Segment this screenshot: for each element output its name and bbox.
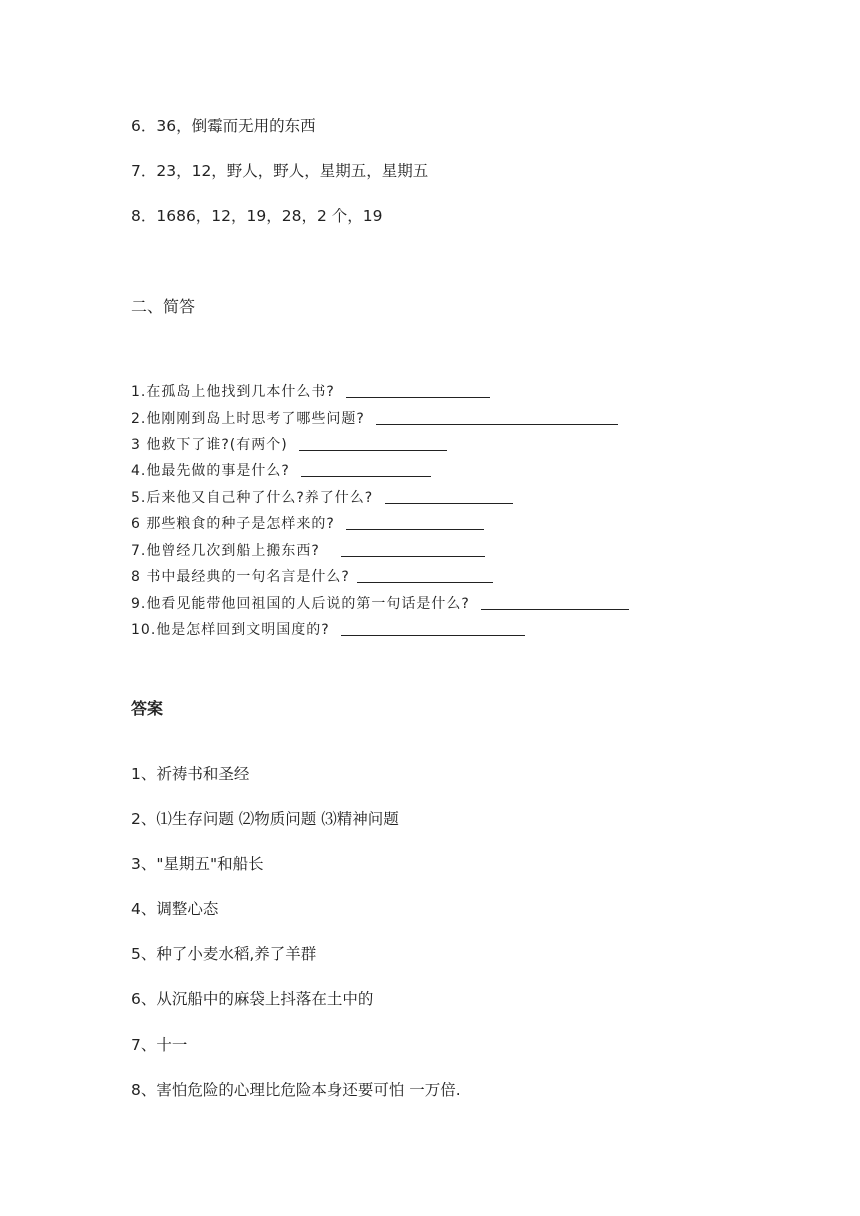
question-4 bbox=[131, 462, 431, 478]
question-10 bbox=[131, 621, 525, 637]
question-6 bbox=[131, 515, 484, 531]
answer-blank[interactable] bbox=[299, 436, 447, 451]
answer-blank[interactable] bbox=[341, 542, 485, 557]
question-1 bbox=[131, 383, 490, 399]
question-text: 1.在孤岛上他找到几本什么书? bbox=[131, 384, 335, 400]
question-text: 5.后来他又自己种了什么?养了什么? bbox=[131, 490, 374, 506]
answer-4: 4、调整心态 bbox=[131, 900, 219, 918]
answer-blank[interactable] bbox=[341, 621, 525, 636]
answer-7: 7、十一 bbox=[131, 1036, 188, 1054]
question-7 bbox=[131, 542, 485, 558]
answer-item-8: 8．1686，12，19，28，2 个，19 bbox=[131, 207, 383, 225]
question-text: 2.他刚刚到岛上时思考了哪些问题? bbox=[131, 411, 365, 427]
question-text: 10.他是怎样回到文明国度的? bbox=[131, 622, 330, 638]
question-9 bbox=[131, 595, 629, 611]
answer-1: 1、祈祷书和圣经 bbox=[131, 765, 250, 783]
question-text: 7.他曾经几次到船上搬东西? bbox=[131, 543, 320, 559]
answer-3: 3、"星期五"和船长 bbox=[131, 855, 264, 873]
question-5 bbox=[131, 489, 513, 505]
answer-6: 6、从沉船中的麻袋上抖落在土中的 bbox=[131, 990, 374, 1008]
answer-2: 2、⑴生存问题 ⑵物质问题 ⑶精神问题 bbox=[131, 810, 399, 828]
question-text: 9.他看见能带他回祖国的人后说的第一句话是什么? bbox=[131, 596, 470, 612]
question-text: 4.他最先做的事是什么? bbox=[131, 463, 290, 479]
question-3 bbox=[131, 436, 447, 452]
answer-blank[interactable] bbox=[346, 383, 490, 398]
question-text: 6 那些粮食的种子是怎样来的? bbox=[131, 516, 335, 532]
answer-blank[interactable] bbox=[376, 410, 618, 425]
section-heading: 二、简答 bbox=[131, 297, 196, 316]
answer-8: 8、害怕危险的心理比危险本身还要可怕 一万倍. bbox=[131, 1081, 461, 1099]
answer-blank[interactable] bbox=[357, 568, 493, 583]
answers-title: 答案 bbox=[131, 699, 164, 718]
question-2 bbox=[131, 410, 618, 426]
answer-blank[interactable] bbox=[385, 489, 513, 504]
answer-item-6: 6．36，倒霉而无用的东西 bbox=[131, 117, 316, 135]
question-text: 3 他救下了谁?(有两个) bbox=[131, 437, 288, 453]
answer-5: 5、种了小麦水稻,养了羊群 bbox=[131, 945, 317, 963]
question-text: 8 书中最经典的一句名言是什么? bbox=[131, 569, 350, 585]
question-8 bbox=[131, 568, 493, 584]
answer-blank[interactable] bbox=[346, 515, 484, 530]
answer-blank[interactable] bbox=[301, 462, 431, 477]
answer-blank[interactable] bbox=[481, 595, 629, 610]
answer-item-7: 7．23，12，野人，野人，星期五，星期五 bbox=[131, 162, 429, 180]
